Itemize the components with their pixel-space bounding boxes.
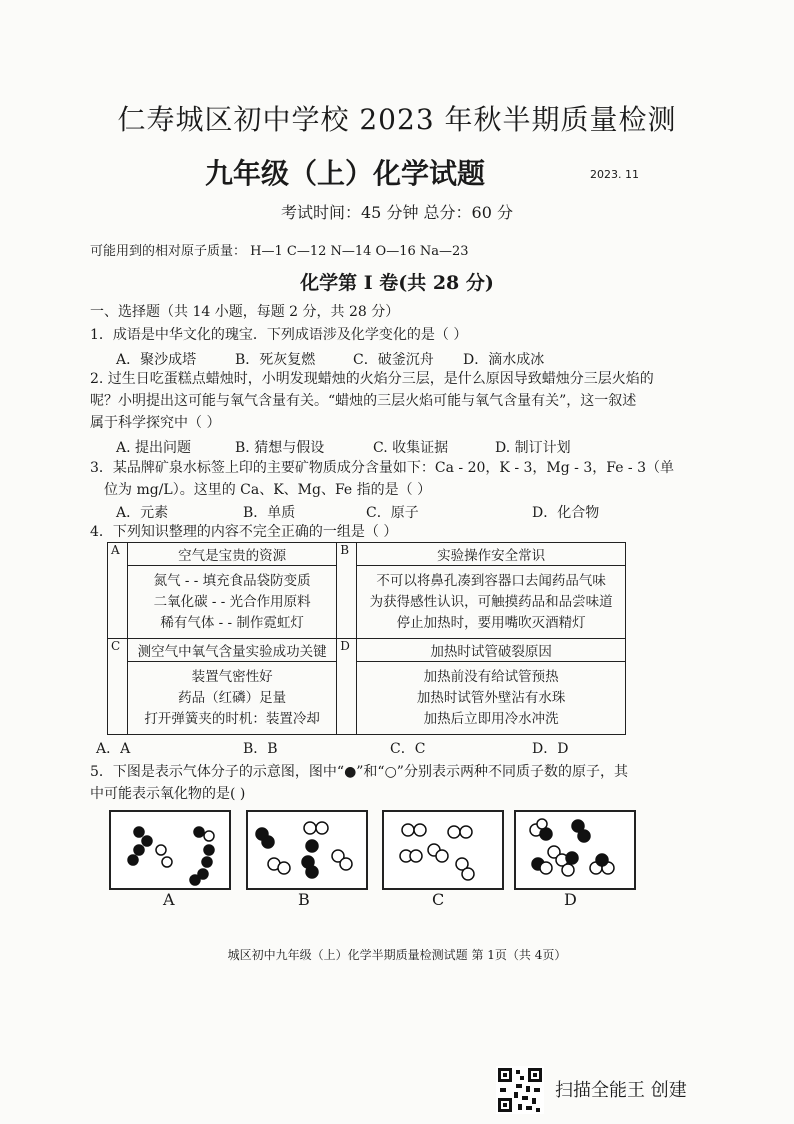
q4-stem: 4．下列知识整理的内容不完全正确的一组是（ ） [90, 524, 398, 540]
knowledge-table [107, 542, 626, 735]
cell-line: 装置气密性好 [191, 668, 273, 685]
q1-option: B．死灰复燃 [235, 352, 316, 368]
cell-label: A [108, 543, 128, 639]
cell-line: 加热时试管外壁沾有水珠 [416, 689, 566, 706]
q2-option: A. 提出问题 [116, 440, 192, 456]
molecule-diagram-a [109, 810, 231, 890]
diagram-label: A [163, 890, 175, 909]
q5-line: 5．下图是表示气体分子的示意图，图中“●”和“○”分别表示两种不同质子数的原子，其 [90, 764, 628, 780]
cell-head: 加热时试管破裂原因 [357, 639, 626, 662]
cell-line: 二氧化碳 - - 光合作用原料 [153, 593, 311, 610]
cell-line: 稀有气体 - - 制作霓虹灯 [160, 614, 304, 631]
cell-body [128, 662, 337, 735]
molecule-diagram-d [514, 810, 636, 890]
cell-head: 实验操作安全常识 [357, 543, 626, 566]
q1-stem: 1．成语是中华文化的瑰宝．下列成语涉及化学变化的是（ ） [90, 327, 468, 343]
q2-line: 2. 过生日吃蛋糕点蜡烛时，小明发现蜡烛的火焰分三层，是什么原因导致蜡烛分三层火焰的 [90, 371, 654, 387]
cell-line: 加热后立即用冷水冲洗 [423, 710, 559, 727]
q5-line: 中可能表示氧化物的是( ) [90, 786, 246, 802]
cell-label: C [108, 639, 128, 735]
q4-option: D．D [532, 741, 569, 757]
q4-option: C．C [390, 741, 426, 757]
molecule-diagram-b [246, 810, 368, 890]
section-heading: 一、选择题（共 14 小题，每题 2 分，共 28 分） [90, 304, 400, 320]
page-footer: 城区初中九年级（上）化学半期质量检测试题 第 1页（共 4页） [227, 948, 567, 962]
q2-option: D. 制订计划 [495, 440, 571, 456]
cell-body [357, 662, 626, 735]
exam-title: 仁寿城区初中学校 2023 年秋半期质量检测 [117, 103, 677, 136]
cell-line: 加热前没有给试管预热 [423, 668, 559, 685]
part-title: 化学第 I 卷(共 28 分) [300, 272, 494, 294]
qr-code-icon [496, 1066, 544, 1114]
q2-line: 属于科学探究中（ ） [90, 415, 221, 431]
diagram-label: C [432, 890, 445, 909]
q3-line: 位为 mg/L）。这里的 Ca、K、Mg、Fe 指的是（ ） [104, 482, 432, 498]
exam-subtitle: 九年级（上）化学试题 [205, 157, 486, 190]
cell-line: 打开弹簧夹的时机：装置冷却 [144, 710, 320, 727]
diagram-label: D [564, 890, 577, 909]
molecule-diagram-c [382, 810, 504, 890]
cell-body [357, 566, 626, 639]
cell-label: D [337, 639, 357, 735]
q1-option: A．聚沙成塔 [116, 352, 197, 368]
q4-option: A．A [96, 741, 131, 757]
cell-body [128, 566, 337, 639]
cell-line: 药品（红磷）足量 [178, 689, 287, 706]
cell-line: 停止加热时，要用嘴吹灭酒精灯 [396, 614, 586, 631]
diagram-label: B [298, 890, 310, 909]
q1-option: D．滴水成冰 [463, 352, 545, 368]
q4-option: B．B [243, 741, 278, 757]
cell-label: B [337, 543, 357, 639]
cell-line: 氮气 - - 填充食品袋防变质 [153, 572, 311, 589]
scanner-brand: 扫描全能王 创建 [555, 1080, 687, 1101]
exam-info: 考试时间：45 分钟 总分：60 分 [281, 203, 513, 222]
cell-line: 不可以将鼻孔凑到容器口去闻药品气味 [376, 572, 606, 589]
q3-option: D．化合物 [532, 505, 600, 521]
q2-line: 呢？小明提出这可能与氧气含量有关。“蜡烛的三层火焰可能与氧气含量有关”，这一叙述 [90, 393, 637, 409]
q3-line: 3．某品牌矿泉水标签上印的主要矿物质成分含量如下：Ca - 20，K - 3，Mg - 3，Fe - 3（单 [90, 460, 675, 476]
cell-head: 空气是宝贵的资源 [128, 543, 337, 566]
q1-option: C．破釜沉舟 [353, 352, 434, 368]
atomic-masses: 可能用到的相对原子质量： H—1 C—12 N—14 O—16 Na—23 [90, 244, 469, 259]
q2-option: C. 收集证据 [373, 440, 449, 456]
cell-line: 为获得感性认识，可触摸药品和品尝味道 [369, 593, 613, 610]
exam-date: 2023. 11 [590, 168, 639, 181]
q2-option: B. 猜想与假设 [235, 440, 325, 456]
q3-option: C．原子 [366, 505, 419, 521]
cell-head: 测空气中氧气含量实验成功关键 [128, 639, 337, 662]
q3-option: A．元素 [116, 505, 169, 521]
q3-option: B．单质 [243, 505, 296, 521]
